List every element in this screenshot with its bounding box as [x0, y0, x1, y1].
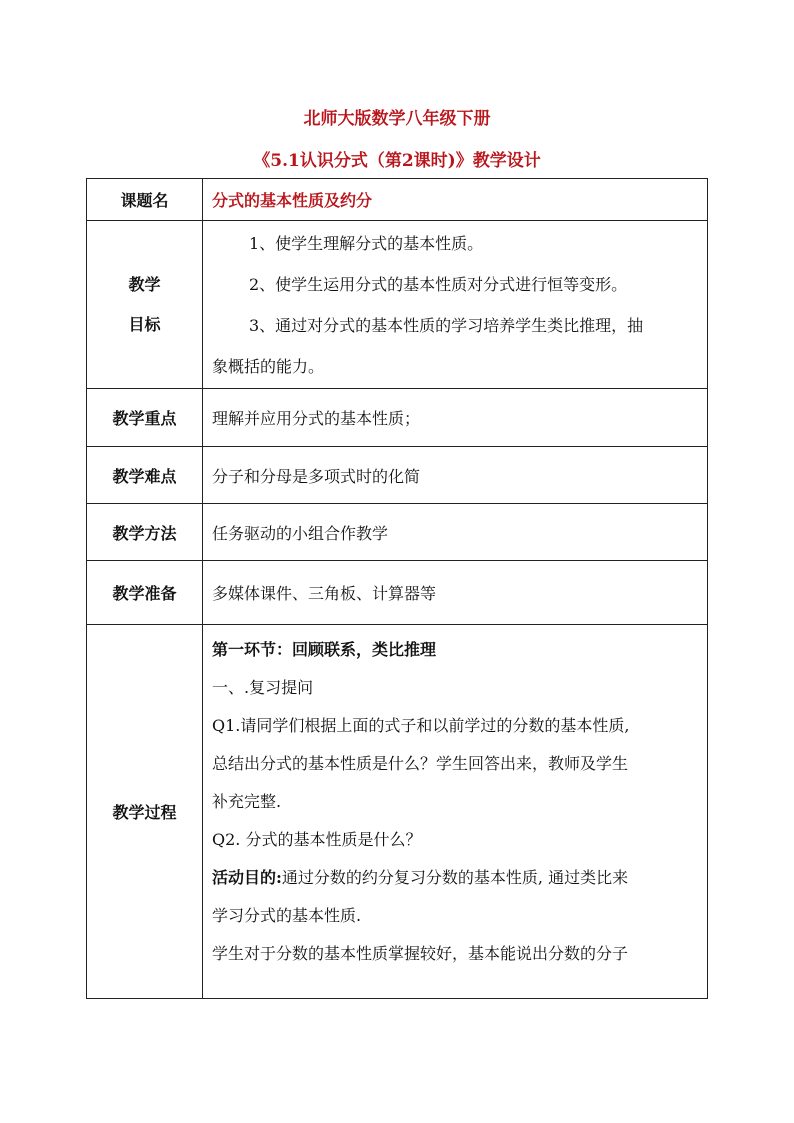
goal-item-1: 1、使学生理解分式的基本性质。: [249, 233, 484, 253]
process-purpose-line2: 学习分式的基本性质.: [212, 906, 362, 925]
row-goals: [87, 221, 708, 389]
process-note-line1: 学生对于分数的基本性质掌握较好，基本能说出分数的分子: [212, 944, 629, 963]
topic-value: 分式的基本性质及约分: [212, 191, 373, 210]
document-title-line2: 《5.1认识分式（第2课时)》教学设计: [253, 151, 541, 171]
process-subsection: 一、.复习提问: [212, 678, 314, 697]
process-purpose-line1: [212, 859, 699, 897]
goal-item-2: 2、使学生运用分式的基本性质对分式进行恒等变形。: [249, 274, 628, 294]
row-preparation: [87, 561, 708, 625]
label-preparation: 教学准备: [87, 561, 203, 625]
row-difficulties: [87, 447, 708, 504]
label-key-points: 教学重点: [87, 389, 203, 447]
topic-cell: [203, 179, 708, 221]
goals-cell: [203, 221, 708, 389]
label-goals-line2: 目标: [128, 314, 161, 334]
purpose-text: 通过分数的约分复习分数的基本性质, 通过类比来: [281, 868, 629, 887]
purpose-label: 活动目的:: [212, 868, 282, 887]
label-goals-line1: 教学: [128, 274, 161, 294]
process-q2: Q2. 分式的基本性质是什么？: [212, 830, 422, 849]
document-title-line1: 北师大版数学八年级下册: [303, 109, 491, 129]
row-key-points: [87, 389, 708, 447]
label-difficulties: 教学难点: [87, 447, 203, 504]
key-points-value: 理解并应用分式的基本性质；: [203, 389, 708, 447]
process-q1-line1: Q1.请同学们根据上面的式子和以前学过的分数的基本性质,: [212, 716, 630, 735]
row-process: [87, 625, 708, 999]
row-method: [87, 504, 708, 561]
process-section-title: 第一环节：回顾联系，类比推理: [212, 640, 437, 659]
goal-item-3-continued: 象概括的能力。: [212, 356, 325, 376]
row-topic: [87, 179, 708, 221]
label-method: 教学方法: [87, 504, 203, 561]
lesson-plan-table: [86, 178, 708, 999]
label-process: 教学过程: [87, 625, 203, 999]
label-topic: 课题名: [87, 179, 203, 221]
process-q1-line2: 总结出分式的基本性质是什么？学生回答出来，教师及学生: [212, 754, 629, 773]
preparation-value: 多媒体课件、三角板、计算器等: [203, 561, 708, 625]
process-q1-line3: 补充完整.: [212, 792, 282, 811]
method-value: 任务驱动的小组合作教学: [203, 504, 708, 561]
label-goals: [87, 221, 203, 389]
process-cell: [203, 625, 708, 999]
difficulties-value: 分子和分母是多项式时的化简: [203, 447, 708, 504]
goal-item-3: 3、通过对分式的基本性质的学习培养学生类比推理，抽: [249, 315, 644, 335]
